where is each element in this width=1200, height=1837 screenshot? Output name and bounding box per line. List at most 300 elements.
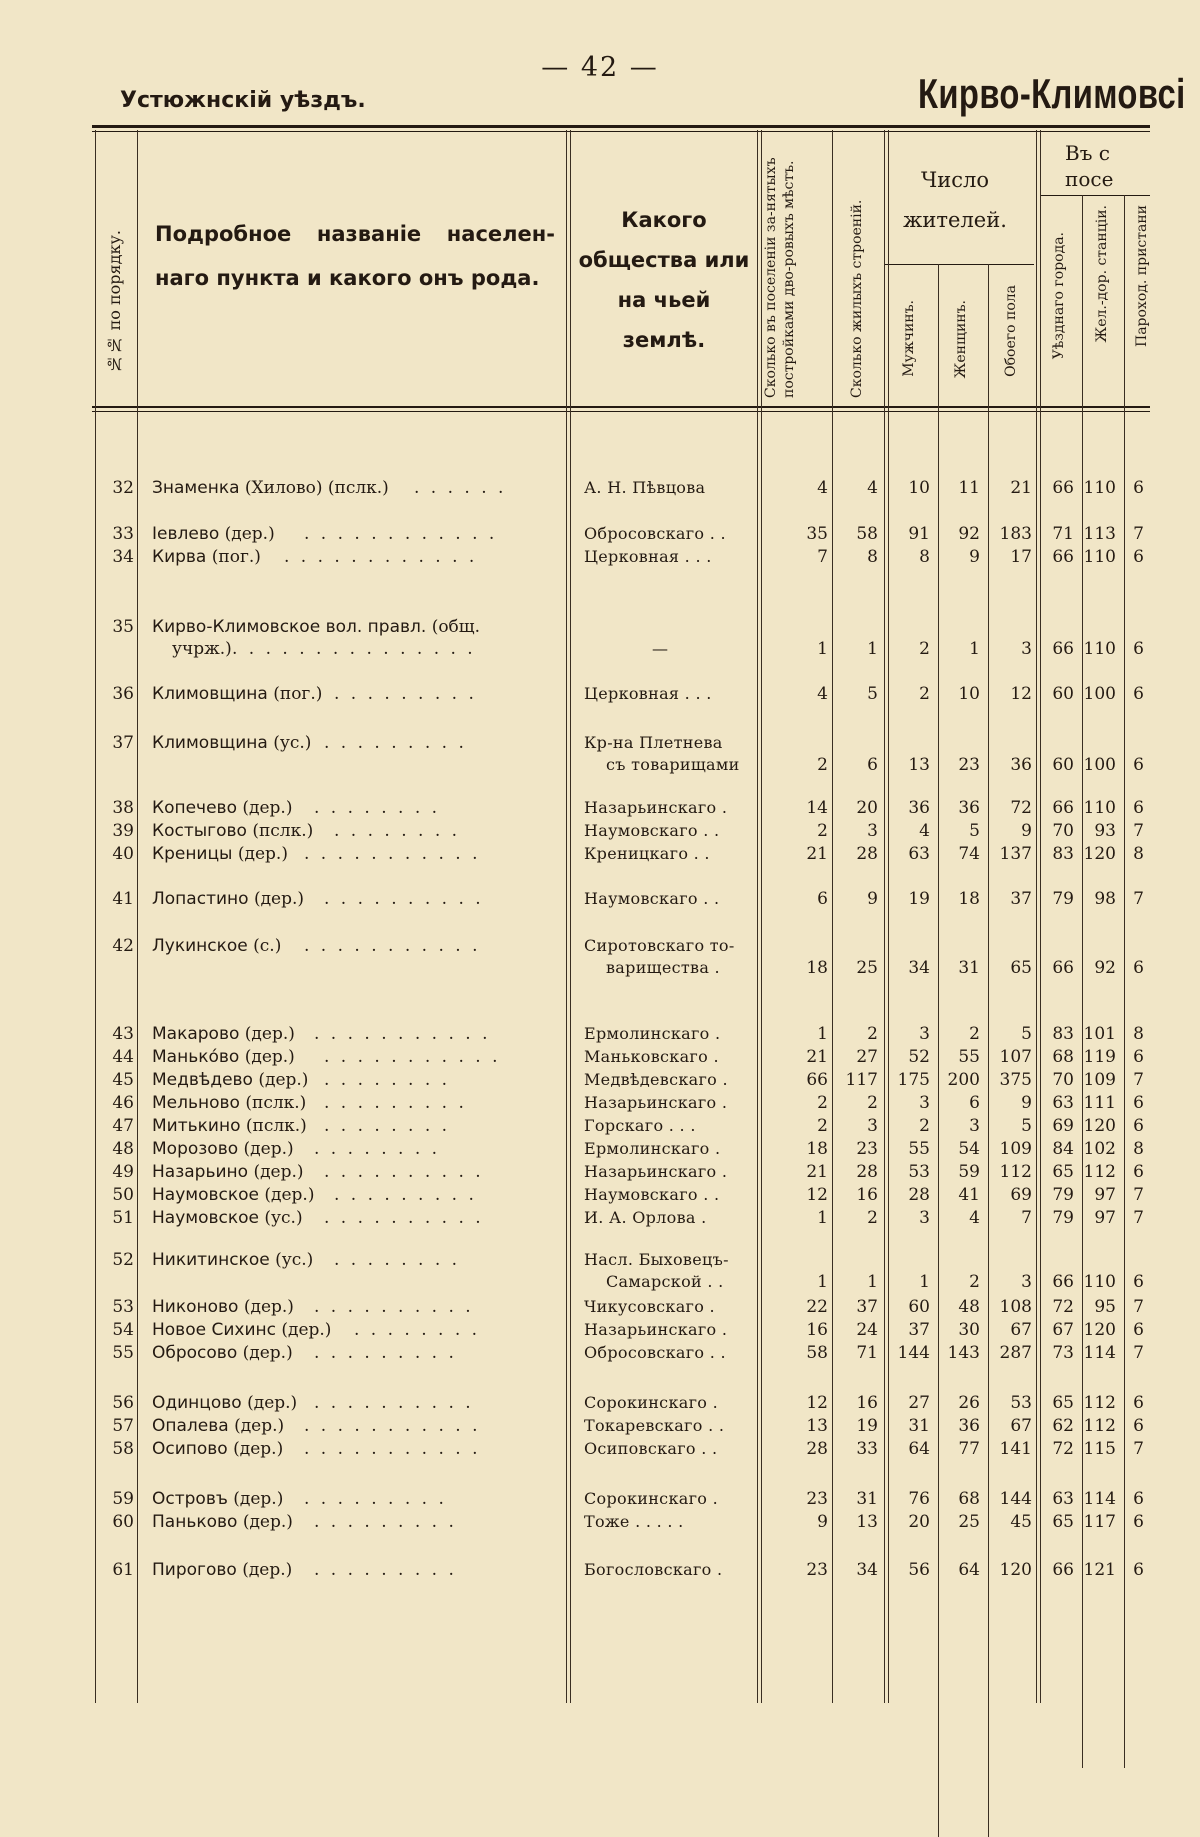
settlement-name-text: Копечево (152, 798, 243, 818)
cell-t: 9 (1021, 821, 1032, 841)
cell-d1: 63 (1052, 1489, 1074, 1509)
cell-t: 53 (1010, 1393, 1032, 1413)
settlement-name-text: Климовщина (152, 684, 274, 704)
distance-group-rule (1040, 195, 1150, 196)
cell-d3: 7 (1133, 1439, 1144, 1459)
cell-d2: 119 (1083, 1047, 1116, 1067)
cell-t: 7 (1021, 1208, 1032, 1228)
owner-name-continued: Самарской . . (606, 1272, 724, 1291)
settlement-type: (дер.) (253, 1162, 304, 1182)
cell-d1: 71 (1052, 524, 1074, 544)
column-divider (1036, 130, 1037, 1703)
cell-d2: 111 (1083, 1093, 1116, 1113)
cell-f: 26 (958, 1393, 980, 1413)
cell-d1: 62 (1052, 1416, 1074, 1436)
cell-f: 200 (947, 1070, 980, 1090)
cell-d3: 6 (1133, 1512, 1144, 1532)
owner-name: Тоже . . . . . (584, 1512, 684, 1531)
cell-d1: 83 (1052, 844, 1074, 864)
settlement-name (152, 1415, 284, 1437)
cell-c1: 58 (806, 1343, 828, 1363)
cell-d1: 66 (1052, 958, 1074, 978)
settlement-name (152, 1023, 295, 1045)
cell-d3: 8 (1133, 844, 1144, 864)
cell-c1: 13 (806, 1416, 828, 1436)
settlement-type: (пог.) (211, 547, 261, 567)
cell-m: 2 (919, 1116, 930, 1136)
cell-f: 48 (958, 1297, 980, 1317)
cell-m: 3 (919, 1024, 930, 1044)
cell-d2: 115 (1083, 1439, 1116, 1459)
cell-d3: 7 (1133, 1297, 1144, 1317)
cell-t: 21 (1010, 478, 1032, 498)
cell-c1: 66 (806, 1070, 828, 1090)
cell-d1: 60 (1052, 755, 1074, 775)
cell-c2: 33 (856, 1439, 878, 1459)
cell-c2: 8 (867, 547, 878, 567)
owner-name: Сорокинскаго . (584, 1489, 718, 1508)
cell-d1: 65 (1052, 1512, 1074, 1532)
leader-dots: . . . . . . . . . (334, 684, 477, 704)
cell-f: 31 (958, 958, 980, 978)
leader-dots: . . . . . . . . . . . (304, 936, 481, 956)
cell-d1: 79 (1052, 1185, 1074, 1205)
cell-d1: 83 (1052, 1024, 1074, 1044)
cell-c1: 1 (817, 1208, 828, 1228)
cell-d2: 120 (1083, 844, 1116, 864)
owner-name: И. А. Орлова . (584, 1208, 707, 1227)
cell-m: 31 (908, 1416, 930, 1436)
cell-c1: 21 (806, 1162, 828, 1182)
cell-d1: 66 (1052, 1560, 1074, 1580)
settlement-name (152, 683, 322, 705)
cell-t: 107 (999, 1047, 1032, 1067)
settlement-name-text: Макарово (152, 1024, 245, 1044)
cell-m: 175 (897, 1070, 930, 1090)
settlement-name (152, 1342, 293, 1364)
cell-d2: 101 (1083, 1024, 1116, 1044)
settlement-type: (дер.) (244, 1024, 295, 1044)
settlement-name-text: Обросово (152, 1343, 243, 1363)
cell-c2: 24 (856, 1320, 878, 1340)
top-rule (92, 125, 1150, 128)
cell-d1: 66 (1052, 639, 1074, 659)
settlement-name-text: Знаменка (152, 478, 245, 498)
settlement-type: (пог.) (273, 684, 323, 704)
settlement-type: (дер.) (244, 1047, 295, 1067)
leader-dots: . . . . . . . . . . . (314, 1024, 491, 1044)
settlement-name (152, 1249, 313, 1271)
cell-c2: 1 (867, 1272, 878, 1292)
cell-c1: 28 (806, 1439, 828, 1459)
settlement-name (152, 1046, 295, 1068)
cell-c2: 13 (856, 1512, 878, 1532)
cell-m: 3 (919, 1093, 930, 1113)
cell-f: 74 (958, 844, 980, 864)
cell-d2: 114 (1083, 1343, 1116, 1363)
owner-name: Назарьинскаго . (584, 1093, 728, 1112)
row-number: 46 (112, 1093, 134, 1113)
settlement-type: (дер.) (234, 1416, 285, 1436)
cell-d2: 109 (1083, 1070, 1116, 1090)
cell-c1: 4 (817, 684, 828, 704)
cell-d1: 84 (1052, 1139, 1074, 1159)
leader-dots: . . . . . . . . . . . . . . . (232, 639, 476, 659)
cell-m: 76 (908, 1489, 930, 1509)
leader-dots: . . . . . . . . . . . (304, 844, 481, 864)
leader-dots: . . . . . . . . . . (324, 1208, 484, 1228)
cell-c1: 14 (806, 798, 828, 818)
cell-d2: 112 (1083, 1162, 1116, 1182)
settlement-name-text: Манько́во (152, 1047, 245, 1067)
settlement-name-text: Морозово (152, 1139, 244, 1159)
settlement-name-text: Наумовское (152, 1185, 265, 1205)
leader-dots: . . . . . . . . (324, 1116, 451, 1136)
leader-dots: . . . . . . . . . (314, 1343, 457, 1363)
owner-name: Ермолинскаго . (584, 1139, 721, 1158)
cell-f: 2 (969, 1272, 980, 1292)
cell-d3: 6 (1133, 639, 1144, 659)
cell-c2: 16 (856, 1393, 878, 1413)
population-group-rule (884, 264, 1034, 265)
header-rail: Жел.-дор. станціи. (1094, 205, 1110, 343)
settlement-name-text: Новое Сихинс (152, 1320, 282, 1340)
settlement-name-text: Опалева (152, 1416, 235, 1436)
cell-f: 92 (958, 524, 980, 544)
cell-d2: 117 (1083, 1512, 1116, 1532)
cell-c2: 3 (867, 1116, 878, 1136)
settlement-type: (дер.) (242, 798, 293, 818)
row-number: 45 (112, 1070, 134, 1090)
owner-name: Насл. Быховецъ- (584, 1250, 729, 1269)
cell-d1: 65 (1052, 1162, 1074, 1182)
cell-f: 9 (969, 547, 980, 567)
settlement-name (152, 1207, 303, 1229)
cell-c2: 25 (856, 958, 878, 978)
cell-c1: 1 (817, 1024, 828, 1044)
row-number: 38 (112, 798, 134, 818)
cell-d3: 8 (1133, 1024, 1144, 1044)
cell-c1: 2 (817, 1093, 828, 1113)
settlement-name-text: Островъ (152, 1489, 234, 1509)
cell-c2: 58 (856, 524, 878, 544)
cell-c2: 2 (867, 1024, 878, 1044)
column-divider (95, 130, 96, 1703)
cell-d3: 7 (1133, 1343, 1144, 1363)
column-divider (1040, 130, 1041, 1703)
owner-name: Горскаго . . . (584, 1116, 696, 1135)
cell-d1: 79 (1052, 1208, 1074, 1228)
column-divider (566, 130, 567, 1703)
settlement-name (152, 1069, 308, 1091)
cell-d2: 110 (1083, 478, 1116, 498)
row-number: 40 (112, 844, 134, 864)
owner-name: Осиповскаго . . (584, 1439, 718, 1458)
cell-t: 17 (1010, 547, 1032, 567)
settlement-name-text: Одинцово (152, 1393, 248, 1413)
cell-d2: 95 (1094, 1297, 1116, 1317)
cell-c1: 12 (806, 1393, 828, 1413)
cell-m: 36 (908, 798, 930, 818)
leader-dots: . . . . . . . . . (324, 733, 467, 753)
cell-f: 10 (958, 684, 980, 704)
cell-t: 287 (999, 1343, 1032, 1363)
settlement-name-text: Климовщина (152, 733, 274, 753)
settlement-name-text: Медвѣдево (152, 1070, 259, 1090)
cell-m: 8 (919, 547, 930, 567)
page-number: — 42 — (541, 52, 659, 83)
owner-name: Ермолинскаго . (584, 1024, 721, 1043)
row-number: 53 (112, 1297, 134, 1317)
row-number: 50 (112, 1185, 134, 1205)
cell-t: 72 (1010, 798, 1032, 818)
cell-t: 45 (1010, 1512, 1032, 1532)
owner-name: Церковная . . . (584, 684, 712, 703)
row-number: 42 (112, 936, 134, 956)
cell-t: 137 (999, 844, 1032, 864)
cell-d2: 120 (1083, 1320, 1116, 1340)
leader-dots: . . . . . . . . . . . . (284, 547, 478, 567)
settlement-name (152, 1438, 283, 1460)
cell-d1: 70 (1052, 821, 1074, 841)
cell-d2: 102 (1083, 1139, 1116, 1159)
cell-m: 13 (908, 755, 930, 775)
cell-f: 41 (958, 1185, 980, 1205)
leader-dots: . . . . . . . . . . (314, 1393, 474, 1413)
cell-m: 55 (908, 1139, 930, 1159)
cell-c2: 19 (856, 1416, 878, 1436)
leader-dots: . . . . . . . . (354, 1320, 481, 1340)
cell-m: 28 (908, 1185, 930, 1205)
cell-t: 69 (1010, 1185, 1032, 1205)
cell-t: 12 (1010, 684, 1032, 704)
settlement-type: (дер.) (253, 889, 305, 909)
settlement-name-text: Никоново (152, 1297, 244, 1317)
column-divider (137, 130, 138, 1703)
settlement-name (152, 477, 389, 499)
cell-c2: 27 (856, 1047, 878, 1067)
row-number: 36 (112, 684, 134, 704)
cell-d3: 6 (1133, 478, 1144, 498)
cell-m: 37 (908, 1320, 930, 1340)
header-places: Сколько въ поселеніи за-нятыхъ постройками дво-ровыхъ мѣстъ. (763, 157, 797, 398)
leader-dots: . . . . . . . . . . . (304, 1439, 481, 1459)
cell-d2: 100 (1083, 684, 1116, 704)
cell-m: 34 (908, 958, 930, 978)
settlement-type: (дер.) (233, 1439, 284, 1459)
cell-d3: 6 (1133, 1047, 1144, 1067)
cell-c2: 1 (867, 639, 878, 659)
row-number: 61 (112, 1560, 134, 1580)
cell-d3: 6 (1133, 684, 1144, 704)
cell-d2: 113 (1083, 524, 1116, 544)
cell-c2: 5 (867, 684, 878, 704)
cell-t: 5 (1021, 1116, 1032, 1136)
cell-d3: 7 (1133, 821, 1144, 841)
cell-f: 25 (958, 1512, 980, 1532)
settlement-type: (с.) (253, 936, 282, 956)
cell-d2: 100 (1083, 755, 1116, 775)
cell-f: 2 (969, 1024, 980, 1044)
owner-name: — (652, 639, 669, 658)
cell-t: 5 (1021, 1024, 1032, 1044)
cell-f: 36 (958, 798, 980, 818)
row-number: 43 (112, 1024, 134, 1044)
cell-d2: 92 (1094, 958, 1116, 978)
settlement-name (152, 888, 304, 910)
settlement-name-text: Никитинское (152, 1250, 276, 1270)
row-number: 33 (112, 524, 134, 544)
owner-name-continued: варищества . (606, 958, 720, 977)
cell-d1: 69 (1052, 1116, 1074, 1136)
settlement-name-text: Назарьино (152, 1162, 254, 1182)
cell-d3: 6 (1133, 958, 1144, 978)
cell-f: 30 (958, 1320, 980, 1340)
header-both: Обоего пола (1003, 285, 1019, 377)
cell-c1: 7 (817, 547, 828, 567)
settlement-type: (ус.) (264, 1208, 303, 1228)
cell-d3: 6 (1133, 1560, 1144, 1580)
settlement-type: (пслк.) (252, 821, 314, 841)
cell-m: 3 (919, 1208, 930, 1228)
cell-d3: 8 (1133, 1139, 1144, 1159)
settlement-type: (общ. (431, 617, 480, 637)
settlement-type: (ус.) (275, 1250, 314, 1270)
row-number: 49 (112, 1162, 134, 1182)
header-population: Число жителей. (903, 168, 1007, 232)
cell-c1: 21 (806, 1047, 828, 1067)
settlement-type: (дер.) (233, 1489, 284, 1509)
cell-d3: 6 (1133, 798, 1144, 818)
settlement-name (152, 1559, 292, 1581)
settlement-name-text: Наумовское (152, 1208, 265, 1228)
owner-name: Назарьинскаго . (584, 1162, 728, 1181)
header-distance-group: Въ с посе (1065, 141, 1114, 191)
cell-d2: 120 (1083, 1116, 1116, 1136)
cell-d3: 7 (1133, 524, 1144, 544)
settlement-type: (дер.) (243, 1139, 294, 1159)
row-number: 48 (112, 1139, 134, 1159)
owner-name: Наумовскаго . . (584, 1185, 720, 1204)
owner-name-continued: съ товарищами (606, 755, 740, 774)
cell-f: 23 (958, 755, 980, 775)
cell-d1: 68 (1052, 1047, 1074, 1067)
column-divider (832, 130, 833, 1703)
cell-d2: 121 (1083, 1560, 1116, 1580)
settlement-name (152, 1392, 297, 1414)
district-title: Устюжнскій уѣздъ. (120, 88, 366, 113)
cell-t: 3 (1021, 1272, 1032, 1292)
cell-f: 4 (969, 1208, 980, 1228)
owner-name: Медвѣдевскаго . (584, 1070, 728, 1089)
cell-c2: 2 (867, 1208, 878, 1228)
cell-t: 183 (999, 524, 1032, 544)
cell-t: 37 (1010, 889, 1032, 909)
leader-dots: . . . . . . . . (314, 1139, 441, 1159)
cell-c2: 16 (856, 1185, 878, 1205)
settlement-type: (дер.) (258, 1070, 309, 1090)
header-female: Женщинъ. (953, 300, 969, 379)
cell-d2: 110 (1083, 798, 1116, 818)
cell-c2: 28 (856, 1162, 878, 1182)
cell-m: 4 (919, 821, 930, 841)
row-number: 54 (112, 1320, 134, 1340)
owner-name: Сиротовскаго то- (584, 936, 735, 955)
settlement-name-text: Костыгово (152, 821, 253, 841)
settlement-name-text: Кирва (152, 547, 212, 567)
cell-m: 2 (919, 684, 930, 704)
cell-c1: 21 (806, 844, 828, 864)
cell-c1: 18 (806, 958, 828, 978)
cell-t: 109 (999, 1139, 1032, 1159)
cell-d2: 114 (1083, 1489, 1116, 1509)
settlement-name-text: Креницы (152, 844, 238, 864)
cell-d1: 66 (1052, 798, 1074, 818)
cell-d1: 65 (1052, 1393, 1074, 1413)
cell-d1: 70 (1052, 1070, 1074, 1090)
cell-f: 18 (958, 889, 980, 909)
row-number: 34 (112, 547, 134, 567)
cell-d3: 7 (1133, 1185, 1144, 1205)
cell-t: 112 (999, 1162, 1032, 1182)
settlement-name (152, 1115, 307, 1137)
cell-t: 3 (1021, 639, 1032, 659)
cell-m: 2 (919, 639, 930, 659)
settlement-name (152, 1488, 283, 1510)
owner-name: Назарьинскаго . (584, 1320, 728, 1339)
settlement-name-text: Іевлево (152, 524, 225, 544)
cell-d1: 72 (1052, 1439, 1074, 1459)
cell-m: 1 (919, 1272, 930, 1292)
row-number: 41 (112, 889, 134, 909)
settlement-name-text: Лукинское (152, 936, 254, 956)
cell-c1: 16 (806, 1320, 828, 1340)
cell-d3: 6 (1133, 1116, 1144, 1136)
cell-f: 5 (969, 821, 980, 841)
cell-c2: 4 (867, 478, 878, 498)
header-bottom-rule (92, 406, 1150, 408)
cell-d3: 6 (1133, 1489, 1144, 1509)
cell-d1: 60 (1052, 684, 1074, 704)
settlement-name (152, 797, 292, 819)
cell-d3: 6 (1133, 1162, 1144, 1182)
cell-d2: 97 (1094, 1208, 1116, 1228)
owner-name: Маньковскаго . (584, 1047, 719, 1066)
cell-c1: 2 (817, 1116, 828, 1136)
row-number: 37 (112, 733, 134, 753)
leader-dots: . . . . . . . . (334, 821, 461, 841)
cell-t: 65 (1010, 958, 1032, 978)
settlement-type: (пслк.) (245, 1093, 307, 1113)
owner-name: Кр-на Плетнева (584, 733, 723, 752)
cell-f: 143 (947, 1343, 980, 1363)
owner-name: Наумовскаго . . (584, 821, 720, 840)
cell-c2: 9 (867, 889, 878, 909)
settlement-name (152, 1296, 294, 1318)
volost-title: Кирво-Климовсі (918, 70, 1186, 117)
leader-dots: . . . . . . . . (334, 1250, 461, 1270)
column-divider (757, 130, 758, 1703)
cell-t: 120 (999, 1560, 1032, 1580)
cell-m: 64 (908, 1439, 930, 1459)
cell-f: 6 (969, 1093, 980, 1113)
cell-m: 91 (908, 524, 930, 544)
cell-c2: 3 (867, 821, 878, 841)
settlement-type: (дер.) (264, 1185, 315, 1205)
cell-d1: 66 (1052, 478, 1074, 498)
leader-dots: . . . . . . . . . . (324, 889, 484, 909)
cell-m: 56 (908, 1560, 930, 1580)
